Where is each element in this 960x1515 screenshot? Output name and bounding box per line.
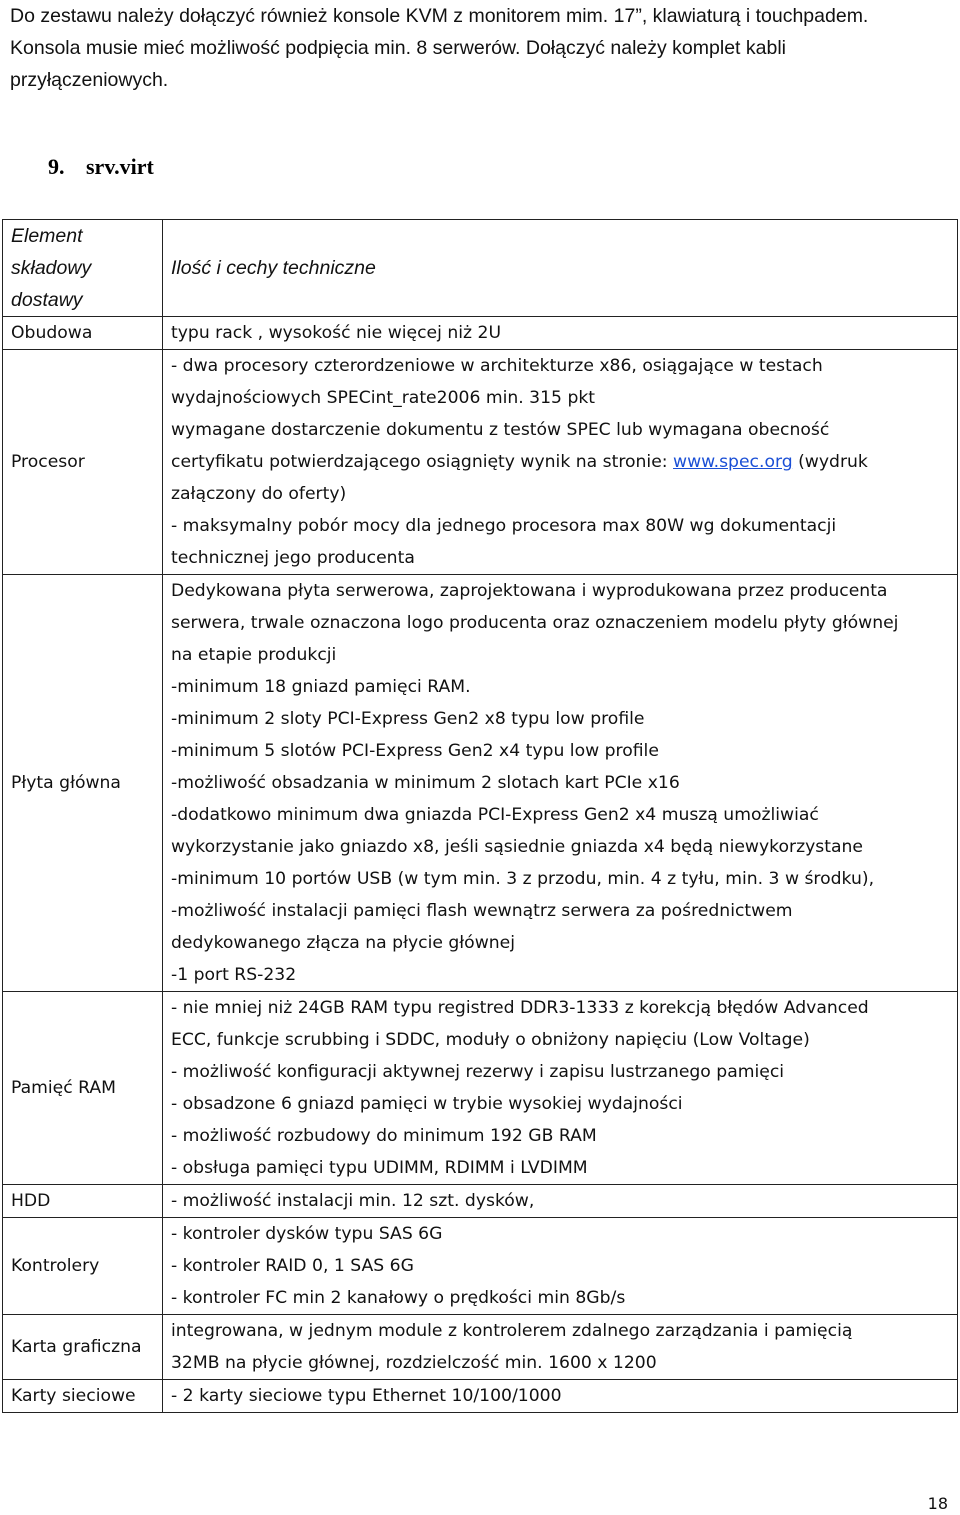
row-value-line: - obsadzone 6 gniazd pamięci w trybie wysokiej wydajności xyxy=(171,1094,683,1114)
row-label: Karta graficzna xyxy=(3,1315,163,1380)
row-value-line: serwera, trwale oznaczona logo producenta oraz oznaczeniem modelu płyty głównej xyxy=(171,613,899,633)
row-value-line: na etapie produkcji xyxy=(171,645,337,665)
intro-line: przyłączeniowych. xyxy=(10,69,169,91)
row-value-line: -możliwość instalacji pamięci flash wewnątrz serwera za pośrednictwem xyxy=(171,901,793,921)
table-header-row xyxy=(3,220,958,317)
row-value-line: 32MB na płycie głównej, rozdzielczość min. 1600 x 1200 xyxy=(171,1353,657,1373)
row-value-line: - możliwość rozbudowy do minimum 192 GB RAM xyxy=(171,1126,597,1146)
row-value-line: -minimum 5 slotów PCI-Express Gen2 x4 typu low profile xyxy=(171,741,659,761)
row-value xyxy=(163,1185,958,1218)
row-value-line: wydajnościowych SPECint_rate2006 min. 315 pkt xyxy=(171,388,596,408)
table-row xyxy=(3,350,958,575)
row-label: Procesor xyxy=(3,350,163,575)
row-value-line: - kontroler RAID 0, 1 SAS 6G xyxy=(171,1256,414,1276)
row-label: Kontrolery xyxy=(3,1218,163,1315)
row-value-line: integrowana, w jednym module z kontrolerem zdalnego zarządzania i pamięcią xyxy=(171,1321,853,1341)
row-value-line: Dedykowana płyta serwerowa, zaprojektowana i wyprodukowana przez producenta xyxy=(171,581,888,601)
row-value-line: -dodatkowo minimum dwa gniazda PCI-Express Gen2 x4 muszą umożliwiać xyxy=(171,805,819,825)
row-value xyxy=(163,575,958,992)
row-value-text: certyfikatu potwierdzającego osiągnięty wynik na stronie: xyxy=(171,452,674,472)
table-row xyxy=(3,1185,958,1218)
row-value-line: typu rack , wysokość nie więcej niż 2U xyxy=(171,323,502,343)
header-element-cell xyxy=(3,220,163,317)
row-value-line: -możliwość obsadzania w minimum 2 slotach kart PCIe x16 xyxy=(171,773,680,793)
row-value-line: - możliwość konfiguracji aktywnej rezerwy i zapisu lustrzanego pamięci xyxy=(171,1062,785,1082)
row-value xyxy=(163,350,958,575)
row-value xyxy=(163,317,958,350)
table-row xyxy=(3,575,958,992)
row-label: Pamięć RAM xyxy=(3,992,163,1185)
row-label: Płyta główna xyxy=(3,575,163,992)
row-value-line: - maksymalny pobór mocy dla jednego procesora max 80W wg dokumentacji xyxy=(171,516,837,536)
spec-link[interactable]: www.spec.org xyxy=(673,452,793,472)
row-value-line: - 2 karty sieciowe typu Ethernet 10/100/1000 xyxy=(171,1386,562,1406)
intro-line: Konsola musie mieć możliwość podpięcia min. 8 serwerów. Dołączyć należy komplet kabli xyxy=(10,37,786,59)
row-value-line: dedykowanego złącza na płycie głównej xyxy=(171,933,516,953)
row-value-line: - obsługa pamięci typu UDIMM, RDIMM i LVDIMM xyxy=(171,1158,588,1178)
row-value-line: ECC, funkcje scrubbing i SDDC, moduły o obniżony napięciu (Low Voltage) xyxy=(171,1030,810,1050)
row-value-text: (wydruk xyxy=(792,452,868,472)
spec-table xyxy=(2,219,958,1413)
table-row xyxy=(3,317,958,350)
row-value xyxy=(163,992,958,1185)
row-value-line: -minimum 2 sloty PCI-Express Gen2 x8 typu low profile xyxy=(171,709,645,729)
table-row xyxy=(3,992,958,1185)
row-value-line: - nie mniej niż 24GB RAM typu registred DDR3-1333 z korekcją błędów Advanced xyxy=(171,998,869,1018)
table-row xyxy=(3,1380,958,1413)
section-title: srv.virt xyxy=(86,154,154,179)
intro-paragraph xyxy=(10,0,950,96)
row-value xyxy=(163,1380,958,1413)
section-number: 9. xyxy=(48,154,65,179)
row-value-line: - kontroler dysków typu SAS 6G xyxy=(171,1224,443,1244)
row-label: Obudowa xyxy=(3,317,163,350)
row-value-line: załączony do oferty) xyxy=(171,484,347,504)
row-value-line: technicznej jego producenta xyxy=(171,548,415,568)
header-element-line: składowy xyxy=(11,257,92,279)
section-heading xyxy=(48,154,154,180)
row-value-line xyxy=(171,446,951,478)
row-value-line: wykorzystanie jako gniazdo x8, jeśli sąsiednie gniazda x4 będą niewykorzystane xyxy=(171,837,863,857)
row-label: HDD xyxy=(3,1185,163,1218)
page-number: 18 xyxy=(927,1494,948,1513)
row-value xyxy=(163,1218,958,1315)
row-value-line: -1 port RS-232 xyxy=(171,965,297,985)
table-row xyxy=(3,1315,958,1380)
row-value-line: - dwa procesory czterordzeniowe w architekturze x86, osiągające w testach xyxy=(171,356,823,376)
header-element-line: Element xyxy=(11,225,83,247)
row-value-line: -minimum 10 portów USB (w tym min. 3 z przodu, min. 4 z tyłu, min. 3 w środku), xyxy=(171,869,875,889)
row-value-line: - kontroler FC min 2 kanałowy o prędkości min 8Gb/s xyxy=(171,1288,626,1308)
row-value xyxy=(163,1315,958,1380)
intro-line: Do zestawu należy dołączyć również konsole KVM z monitorem mim. 17”, klawiaturą i touchpadem. xyxy=(10,5,869,27)
row-label: Karty sieciowe xyxy=(3,1380,163,1413)
table-row xyxy=(3,1218,958,1315)
row-value-line: - możliwość instalacji min. 12 szt. dysków, xyxy=(171,1191,535,1211)
header-element-line: dostawy xyxy=(11,289,83,311)
row-value-line: wymagane dostarczenie dokumentu z testów SPEC lub wymagana obecność xyxy=(171,420,830,440)
header-specs-cell: Ilość i cechy techniczne xyxy=(163,220,958,317)
row-value-line: -minimum 18 gniazd pamięci RAM. xyxy=(171,677,471,697)
